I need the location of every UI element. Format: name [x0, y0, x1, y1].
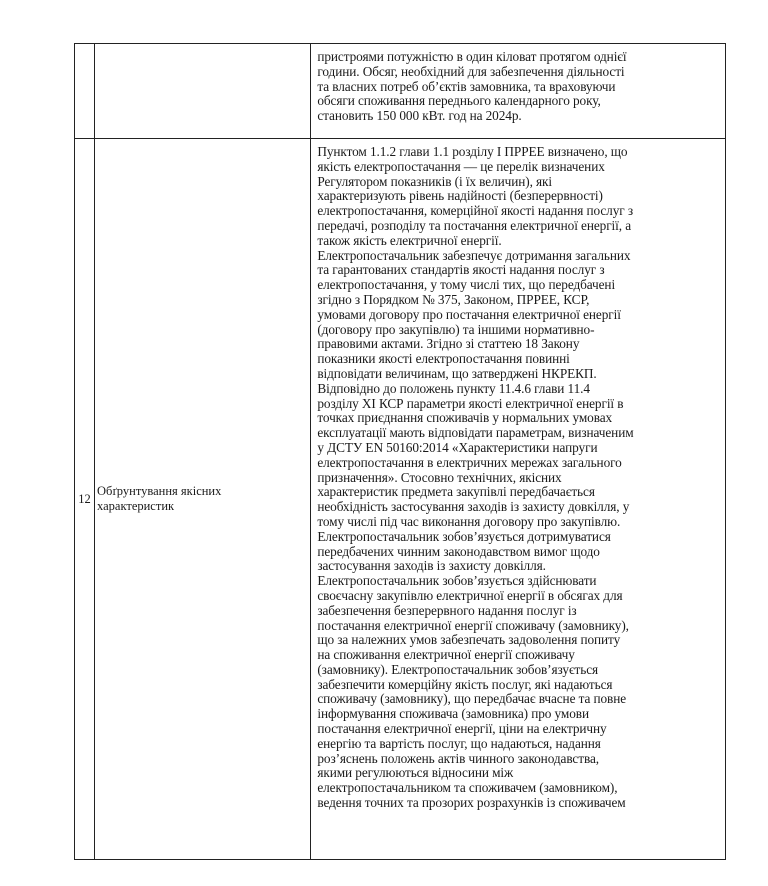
text-line: постачання електричної енергії, ціни на електричну: [317, 721, 607, 737]
text-line: години. Обсяг, необхідний для забезпечення діяльності: [317, 63, 625, 79]
text-line: ведення точних та прозорих розрахунків із споживачем: [317, 795, 626, 811]
text-line: Відповідно до положень пункту 11.4.6 глави 11.4: [317, 380, 590, 396]
text-line: якими регулюються відносини між: [317, 765, 514, 781]
text-line: характеристик предмета закупівлі передбачається: [317, 484, 595, 500]
text-line: забезпечення безперервного надання послуг із: [317, 602, 577, 618]
text-line: застосування заходів із захисту довкілля.: [317, 558, 546, 574]
text-line: також якість електричної енергії.: [317, 232, 502, 248]
text-line: якість електропостачання — це перелік визначених: [317, 158, 605, 174]
text-line: умовами договору про постачання електричної енергії: [317, 306, 621, 322]
text-line: інформування споживача (замовника) про умови: [317, 706, 589, 722]
text-line: передбачених чинним законодавством вимог щодо: [317, 543, 600, 559]
text-line: необхідність застосування заходів із захисту довкілля, у: [317, 499, 630, 515]
row-text-cell: [311, 139, 726, 860]
table-row: [75, 139, 726, 860]
text-line: роз’яснень положень актів чинного законодавства,: [317, 750, 599, 766]
text-line: характеризують рівень надійності (безперервності): [317, 188, 603, 204]
text-line: (договору про закупівлю) та іншими нормативно-: [317, 321, 595, 337]
text-line: показники якості електропостачання повинні: [317, 351, 570, 367]
text-line: становить 150 000 кВт. год на 2024р.: [317, 108, 522, 124]
text-line: точках приєднання споживачів у нормальних умовах: [317, 410, 613, 426]
text-line: на споживання електричної енергії споживачу: [317, 647, 575, 663]
text-line: постачання електричної енергії споживачу (замовнику),: [317, 617, 629, 633]
text-line: передачі, розподілу та постачання електричної енергії, а: [317, 217, 631, 233]
row-name-cell: [95, 139, 311, 860]
text-line: тому числі під час виконання договору про закупівлю.: [317, 513, 621, 529]
name-line: Обґрунтування якісних: [97, 484, 222, 498]
text-line: призначення». Стосовно технічних, якісних: [317, 469, 562, 485]
text-line: Електропостачальник забезпечує дотримання загальних: [317, 247, 631, 263]
text-line: обсяги споживання переднього календарного року,: [317, 93, 601, 109]
text-line: електропостачання, комерційної якості надання послуг з: [317, 203, 633, 219]
text-line: (замовнику). Електропостачальник зобов’язується: [317, 661, 599, 677]
row-name-cell: [95, 44, 311, 139]
text-line: своєчасну закупівлю електричної енергії в обсягах для: [317, 587, 623, 603]
text-line: Регулятором показників (і їх величин), які: [317, 173, 553, 189]
row-number-cell: [75, 44, 95, 139]
text-line: електропостачання, у тому числі тих, що передбачені: [317, 277, 616, 293]
text-line: що за належних умов забезпечать задоволення попиту: [317, 632, 621, 648]
text-line: електропостачання в електричних мережах загального: [317, 454, 622, 470]
text-line: у ДСТУ EN 50160:2014 «Характеристики напруги: [317, 439, 598, 455]
text-line: та гарантованих стандартів якості надання послуг з: [317, 262, 605, 278]
row-number-cell: 12: [75, 139, 95, 860]
text-line: споживачу (замовнику), що передбачає вчасне та повне: [317, 691, 627, 707]
text-line: Пунктом 1.1.2 глави 1.1 розділу I ПРРЕЕ визначено, що: [317, 144, 628, 159]
name-line: характеристик: [97, 499, 175, 513]
text-line: електропостачальником та споживачем (замовником),: [317, 780, 618, 796]
text-line: забезпечити комерційну якість послуг, які надаються: [317, 676, 613, 692]
text-line: згідно з Порядком № 375, Законом, ПРРЕЕ, КСР,: [317, 291, 590, 307]
text-line: енергію та вартість послуг, що надаються, надання: [317, 735, 601, 751]
document-table: [74, 43, 726, 860]
text-line: та власних потреб об’єктів замовника, та враховуючи: [317, 78, 616, 94]
text-line: пристроями потужністю в один кіловат протягом однієї: [317, 49, 627, 64]
text-line: Електропостачальник зобов’язується дотримуватися: [317, 528, 611, 544]
text-line: розділу XI КСР параметри якості електричної енергії в: [317, 395, 624, 411]
text-line: правовими актами. Згідно зі статтею 18 Закону: [317, 336, 580, 352]
row-text-cell: [311, 44, 726, 139]
table-row: [75, 44, 726, 139]
text-line: відповідати величинам, що затверджені НКРЕКП.: [317, 365, 597, 381]
text-line: Електропостачальник зобов’язується здійснювати: [317, 573, 597, 589]
text-line: експлуатації мають відповідати параметрам, визначеним: [317, 425, 634, 441]
